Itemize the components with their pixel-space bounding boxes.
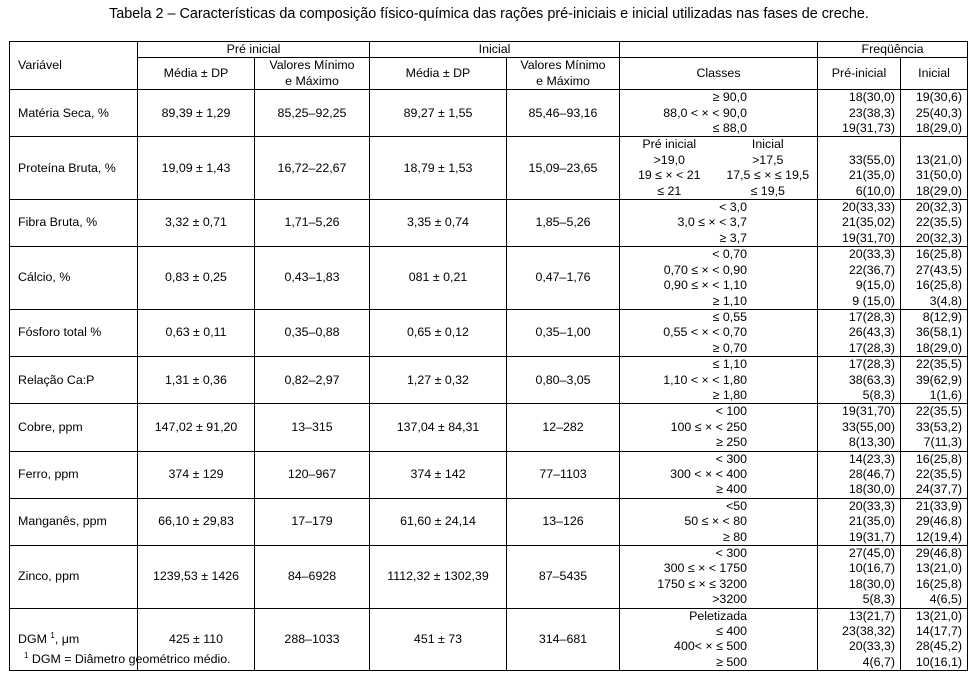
freq-pre-cell: 17(28,3) 26(43,3) 17(28,3) xyxy=(818,309,901,356)
value-cell: 0,65 ± 0,12 xyxy=(370,309,507,356)
value-cell: 1,27 ± 0,32 xyxy=(370,357,507,404)
header-freq-ini: Inicial xyxy=(901,58,968,90)
header-inicial: Inicial xyxy=(370,42,620,58)
variable-cell: Fibra Bruta, % xyxy=(10,200,138,247)
value-cell: 89,27 ± 1,55 xyxy=(370,90,507,137)
freq-ini-cell: 13(21,0) 31(50,0) 18(29,0) xyxy=(901,137,968,200)
variable-cell: Relação Ca:P xyxy=(10,357,138,404)
freq-pre-cell: 20(33,3) 22(36,7) 9(15,0) 9 (15,0) xyxy=(818,247,901,310)
freq-pre-cell: 20(33,33) 21(35,02) 19(31,70) xyxy=(818,200,901,247)
header-row-1 xyxy=(10,42,968,58)
table-row xyxy=(10,247,968,310)
header-pre-media: Média ± DP xyxy=(138,58,255,90)
value-cell: 16,72–22,67 xyxy=(255,137,370,200)
classes-cell: ≥ 90,0 88,0 < × < 90,0 ≤ 88,0 xyxy=(620,90,818,137)
header-row-2 xyxy=(10,58,968,90)
variable-cell: Cálcio, % xyxy=(10,247,138,310)
classes-cell: < 300 300 ≤ × < 1750 1750 ≤ × ≤ 3200 >3200 xyxy=(620,546,818,609)
header-pre-inicial: Pré inicial xyxy=(138,42,370,58)
value-cell: 120–967 xyxy=(255,451,370,498)
value-cell: 0,82–2,97 xyxy=(255,357,370,404)
table-body xyxy=(10,42,968,671)
value-cell: 081 ± 0,21 xyxy=(370,247,507,310)
value-cell: 3,35 ± 0,74 xyxy=(370,200,507,247)
value-cell: 451 ± 73 xyxy=(370,608,507,671)
classes-cell: Peletizada ≤ 400 400< × ≤ 500 ≥ 500 xyxy=(620,608,818,671)
header-freq-pre: Pré-inicial xyxy=(818,58,901,90)
classes-pre-inicial: Pré inicial >19,0 19 ≤ × < 21 ≤ 21 xyxy=(637,137,701,198)
value-cell: 288–1033 xyxy=(255,608,370,671)
freq-ini-cell: 21(33,9) 29(46,8) 12(19,4) xyxy=(901,498,968,545)
value-cell: 18,79 ± 1,53 xyxy=(370,137,507,200)
value-cell: 147,02 ± 91,20 xyxy=(138,404,255,451)
classes-cell xyxy=(620,137,818,200)
variable-cell: Matéria Seca, % xyxy=(10,90,138,137)
value-cell: 12–282 xyxy=(507,404,620,451)
classes-cell: <50 50 ≤ × < 80 ≥ 80 xyxy=(620,498,818,545)
value-cell: 19,09 ± 1,43 xyxy=(138,137,255,200)
value-cell: 1,31 ± 0,36 xyxy=(138,357,255,404)
value-cell: 85,46–93,16 xyxy=(507,90,620,137)
freq-pre-cell: 13(21,7) 23(38,32) 20(33,3) 4(6,7) xyxy=(818,608,901,671)
value-cell: 84–6928 xyxy=(255,546,370,609)
value-cell: 1,85–5,26 xyxy=(507,200,620,247)
header-blank xyxy=(620,42,818,58)
value-cell: 137,04 ± 84,31 xyxy=(370,404,507,451)
value-cell: 374 ± 142 xyxy=(370,451,507,498)
value-cell: 0,43–1,83 xyxy=(255,247,370,310)
table-row xyxy=(10,546,968,609)
classes-cell: ≤ 0,55 0,55 < × < 0,70 ≥ 0,70 xyxy=(620,309,818,356)
classes-inicial: Inicial >17,5 17,5 ≤ × ≤ 19,5 ≤ 19,5 xyxy=(726,137,810,198)
header-pre-valores: Valores Mínimo e Máximo xyxy=(255,58,370,90)
header-ini-media: Média ± DP xyxy=(370,58,507,90)
value-cell: 374 ± 129 xyxy=(138,451,255,498)
table-row xyxy=(10,498,968,545)
value-cell: 0,47–1,76 xyxy=(507,247,620,310)
freq-pre-cell: 19(31,70) 33(55,00) 8(13,30) xyxy=(818,404,901,451)
table-row xyxy=(10,200,968,247)
value-cell: 0,80–3,05 xyxy=(507,357,620,404)
classes-cell: < 3,0 3,0 ≤ × < 3,7 ≥ 3,7 xyxy=(620,200,818,247)
variable-cell: Ferro, ppm xyxy=(10,451,138,498)
variable-cell: Manganês, ppm xyxy=(10,498,138,545)
freq-pre-cell: 18(30,0) 23(38,3) 19(31,73) xyxy=(818,90,901,137)
value-cell: 89,39 ± 1,29 xyxy=(138,90,255,137)
value-cell: 13–315 xyxy=(255,404,370,451)
value-cell: 0,35–0,88 xyxy=(255,309,370,356)
classes-cell: < 100 100 ≤ × < 250 ≥ 250 xyxy=(620,404,818,451)
value-cell: 85,25–92,25 xyxy=(255,90,370,137)
freq-ini-cell: 16(25,8) 27(43,5) 16(25,8) 3(4,8) xyxy=(901,247,968,310)
value-cell: 15,09–23,65 xyxy=(507,137,620,200)
variable-cell: Proteína Bruta, % xyxy=(10,137,138,200)
freq-pre-cell: 27(45,0) 10(16,7) 18(30,0) 5(8,3) xyxy=(818,546,901,609)
table-row xyxy=(10,404,968,451)
header-classes: Classes xyxy=(620,58,818,90)
value-cell: 13–126 xyxy=(507,498,620,545)
freq-ini-cell: 22(35,5) 39(62,9) 1(1,6) xyxy=(901,357,968,404)
value-cell: 0,63 ± 0,11 xyxy=(138,309,255,356)
variable-cell: Cobre, ppm xyxy=(10,404,138,451)
classes-cell: < 0,70 0,70 ≤ × < 0,90 0,90 ≤ × < 1,10 ≥ 1,10 xyxy=(620,247,818,310)
value-cell: 87–5435 xyxy=(507,546,620,609)
header-frequencia: Freqüência xyxy=(818,42,968,58)
freq-pre-cell: 20(33,3) 21(35,0) 19(31,7) xyxy=(818,498,901,545)
freq-ini-cell: 29(46,8) 13(21,0) 16(25,8) 4(6,5) xyxy=(901,546,968,609)
freq-pre-cell: 14(23,3) 28(46,7) 18(30,0) xyxy=(818,451,901,498)
value-cell: 3,32 ± 0,71 xyxy=(138,200,255,247)
freq-ini-cell: 8(12,9) 36(58,1) 18(29,0) xyxy=(901,309,968,356)
variable-cell: DGM $^1$, μm xyxy=(10,608,138,671)
classes-cell: ≤ 1,10 1,10 < × < 1,80 ≥ 1,80 xyxy=(620,357,818,404)
composition-table xyxy=(9,41,968,671)
value-cell: 66,10 ± 29,83 xyxy=(138,498,255,545)
classes-cell: < 300 300 < × < 400 ≥ 400 xyxy=(620,451,818,498)
value-cell: 77–1103 xyxy=(507,451,620,498)
header-variavel: Variável xyxy=(10,42,138,90)
value-cell: 1,71–5,26 xyxy=(255,200,370,247)
freq-pre-cell: 17(28,3) 38(63,3) 5(8,3) xyxy=(818,357,901,404)
table-row xyxy=(10,309,968,356)
freq-ini-cell: 13(21,0) 14(17,7) 28(45,2) 10(16,1) xyxy=(901,608,968,671)
table-row xyxy=(10,137,968,200)
value-cell: 61,60 ± 24,14 xyxy=(370,498,507,545)
value-cell: 0,35–1,00 xyxy=(507,309,620,356)
footnote: $^1$ DGM = Diâmetro geométrico médio. xyxy=(24,650,231,666)
variable-cell: Zinco, ppm xyxy=(10,546,138,609)
value-cell: 314–681 xyxy=(507,608,620,671)
value-cell: 17–179 xyxy=(255,498,370,545)
table-row xyxy=(10,451,968,498)
value-cell: 1112,32 ± 1302,39 xyxy=(370,546,507,609)
table-row xyxy=(10,357,968,404)
variable-cell: Fósforo total % xyxy=(10,309,138,356)
value-cell: 1239,53 ± 1426 xyxy=(138,546,255,609)
table-caption: Tabela 2 – Características da composição físico-química das rações pré-iniciais e inicial utilizadas nas fases de creche. xyxy=(109,6,869,22)
freq-ini-cell: 16(25,8) 22(35,5) 24(37,7) xyxy=(901,451,968,498)
value-cell: 425 ± 110 xyxy=(138,608,255,671)
freq-ini-cell: 20(32,3) 22(35,5) 20(32,3) xyxy=(901,200,968,247)
header-ini-valores: Valores Mínimo e Máximo xyxy=(507,58,620,90)
freq-ini-cell: 19(30,6) 25(40,3) 18(29,0) xyxy=(901,90,968,137)
value-cell: 0,83 ± 0,25 xyxy=(138,247,255,310)
freq-pre-cell: 33(55,0) 21(35,0) 6(10,0) xyxy=(818,137,901,200)
table-row xyxy=(10,90,968,137)
freq-ini-cell: 22(35,5) 33(53,2) 7(11,3) xyxy=(901,404,968,451)
